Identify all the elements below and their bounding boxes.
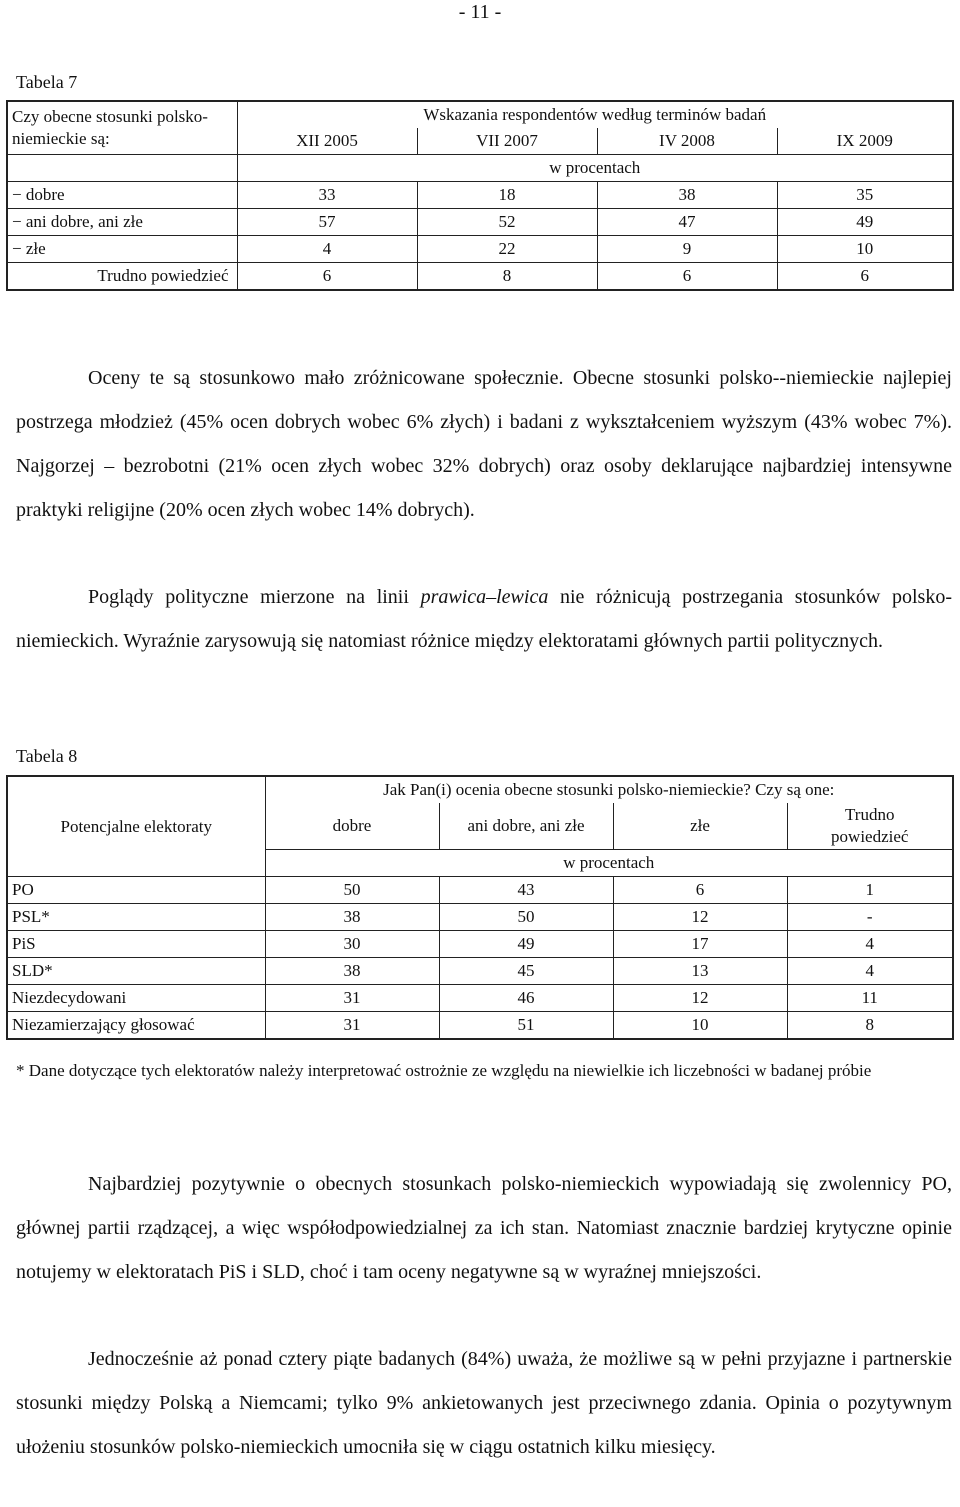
cell: 12 bbox=[613, 904, 787, 931]
cell: 52 bbox=[417, 209, 597, 236]
table7-blank-cell bbox=[7, 155, 237, 182]
cell: 57 bbox=[237, 209, 417, 236]
cell: 4 bbox=[787, 931, 953, 958]
cell: 49 bbox=[777, 209, 953, 236]
cell: 38 bbox=[265, 904, 439, 931]
cell: 13 bbox=[613, 958, 787, 985]
cell: 8 bbox=[787, 1012, 953, 1040]
table7-date: XII 2005 bbox=[237, 128, 417, 155]
paragraph-3-text: Najbardziej pozytywnie o obecnych stosunkach polsko-niemieckich wypowiadają się zwolennicy PO, głównej partii rządzącej, a więc współodpowiedzialnej za ich stan. Natomiast znacznie bardziej krytyczne opinie notujemy w elektoratach PiS i SLD, choć i tam oceny negatywne są w wyraźnej mniejszości. bbox=[16, 1173, 952, 1283]
cell: 9 bbox=[597, 236, 777, 263]
row-label: Niezamierzający głosować bbox=[7, 1012, 265, 1040]
cell: 17 bbox=[613, 931, 787, 958]
row-label: PiS bbox=[7, 931, 265, 958]
table-row bbox=[7, 182, 953, 209]
cell: 10 bbox=[613, 1012, 787, 1040]
table8-caption: Tabela 8 bbox=[16, 746, 78, 766]
cell: 8 bbox=[417, 263, 597, 291]
cell: 22 bbox=[417, 236, 597, 263]
row-label: Trudno powiedzieć bbox=[7, 263, 237, 291]
paragraph-2 bbox=[16, 575, 952, 663]
cell: 33 bbox=[237, 182, 417, 209]
paragraph-2-italic: prawica–lewica bbox=[420, 586, 549, 608]
table7-date: VII 2007 bbox=[417, 128, 597, 155]
cell: 51 bbox=[439, 1012, 613, 1040]
table7-header-group: Wskazania respondentów według terminów badań bbox=[237, 101, 953, 128]
table-row bbox=[7, 877, 953, 904]
cell: 49 bbox=[439, 931, 613, 958]
page-number: - 11 - bbox=[458, 1, 502, 23]
cell: - bbox=[787, 904, 953, 931]
cell: 43 bbox=[439, 877, 613, 904]
row-label: Niezdecydowani bbox=[7, 985, 265, 1012]
table-row bbox=[7, 904, 953, 931]
cell: 11 bbox=[787, 985, 953, 1012]
table8-row-header: Potencjalne elektoraty bbox=[7, 776, 265, 877]
table8-column: dobre bbox=[265, 803, 439, 850]
table8 bbox=[6, 775, 954, 1040]
cell: 6 bbox=[597, 263, 777, 291]
paragraph-1-text: Oceny te są stosunkowo mało zróżnicowane społecznie. Obecne stosunki polsko--niemieckie najlepiej postrzega młodzież (45% ocen dobrych wobec 6% złych) i badani z wykształceniem wyższym (43% wobec 7%). Najgorzej – bezrobotni (21% ocen złych wobec 32% dobrych) oraz osoby deklarujące najbardziej intensywne praktyki religijne (20% ocen złych wobec 14% dobrych). bbox=[16, 367, 952, 521]
cell: 10 bbox=[777, 236, 953, 263]
table8-column: ani dobre, ani złe bbox=[439, 803, 613, 850]
table-row bbox=[7, 209, 953, 236]
cell: 4 bbox=[787, 958, 953, 985]
paragraph-4-text: Jednocześnie aż ponad cztery piąte badanych (84%) uważa, że możliwe są w pełni przyjazne i partnerskie stosunki między Polską a Niemcami; tylko 9% ankietowanych jest przeciwnego zdania. Opinia o pozytywnym ułożeniu stosunków polsko-niemieckich umocniła się w ciągu ostatnich kilku miesięcy. bbox=[16, 1348, 952, 1458]
cell: 50 bbox=[439, 904, 613, 931]
cell: 1 bbox=[787, 877, 953, 904]
paragraph-2-after: nie różnicują postrzegania stosunków polsko-niemieckich. Wyraźnie zarysowują się natomiast różnice między elektoratami głównych partii politycznych. bbox=[16, 586, 952, 652]
paragraph-3 bbox=[16, 1162, 952, 1294]
cell: 46 bbox=[439, 985, 613, 1012]
row-label: − dobre bbox=[7, 182, 237, 209]
cell: 45 bbox=[439, 958, 613, 985]
table8-unit: w procentach bbox=[265, 850, 953, 877]
row-label: − złe bbox=[7, 236, 237, 263]
cell: 35 bbox=[777, 182, 953, 209]
table7-date: IX 2009 bbox=[777, 128, 953, 155]
table-row bbox=[7, 931, 953, 958]
table7-question: Czy obecne stosunki polsko-niemieckie są: bbox=[7, 101, 237, 155]
paragraph-1 bbox=[16, 356, 952, 532]
table7 bbox=[6, 100, 954, 291]
table-row bbox=[7, 1012, 953, 1040]
cell: 18 bbox=[417, 182, 597, 209]
cell: 12 bbox=[613, 985, 787, 1012]
table7-date: IV 2008 bbox=[597, 128, 777, 155]
cell: 6 bbox=[613, 877, 787, 904]
cell: 47 bbox=[597, 209, 777, 236]
table-row bbox=[7, 985, 953, 1012]
cell: 38 bbox=[265, 958, 439, 985]
table-row bbox=[7, 236, 953, 263]
row-label: − ani dobre, ani złe bbox=[7, 209, 237, 236]
cell: 30 bbox=[265, 931, 439, 958]
cell: 6 bbox=[777, 263, 953, 291]
table7-caption: Tabela 7 bbox=[16, 72, 78, 92]
table8-column: złe bbox=[613, 803, 787, 850]
cell: 50 bbox=[265, 877, 439, 904]
cell: 31 bbox=[265, 1012, 439, 1040]
row-label: PSL* bbox=[7, 904, 265, 931]
table-row bbox=[7, 958, 953, 985]
paragraph-4 bbox=[16, 1337, 952, 1469]
cell: 38 bbox=[597, 182, 777, 209]
table8-question: Jak Pan(i) ocenia obecne stosunki polsko-niemieckie? Czy są one: bbox=[265, 776, 953, 803]
table8-note: * Dane dotyczące tych elektoratów należy interpretować ostrożnie ze względu na niewielkie ich liczebności w badanej próbie bbox=[16, 1061, 872, 1080]
table8-column: Trudno powiedzieć bbox=[787, 803, 953, 850]
row-label: SLD* bbox=[7, 958, 265, 985]
cell: 31 bbox=[265, 985, 439, 1012]
cell: 6 bbox=[237, 263, 417, 291]
table-row bbox=[7, 263, 953, 291]
row-label: PO bbox=[7, 877, 265, 904]
table7-unit: w procentach bbox=[237, 155, 953, 182]
cell: 4 bbox=[237, 236, 417, 263]
paragraph-2-before: Poglądy polityczne mierzone na linii bbox=[88, 586, 421, 608]
